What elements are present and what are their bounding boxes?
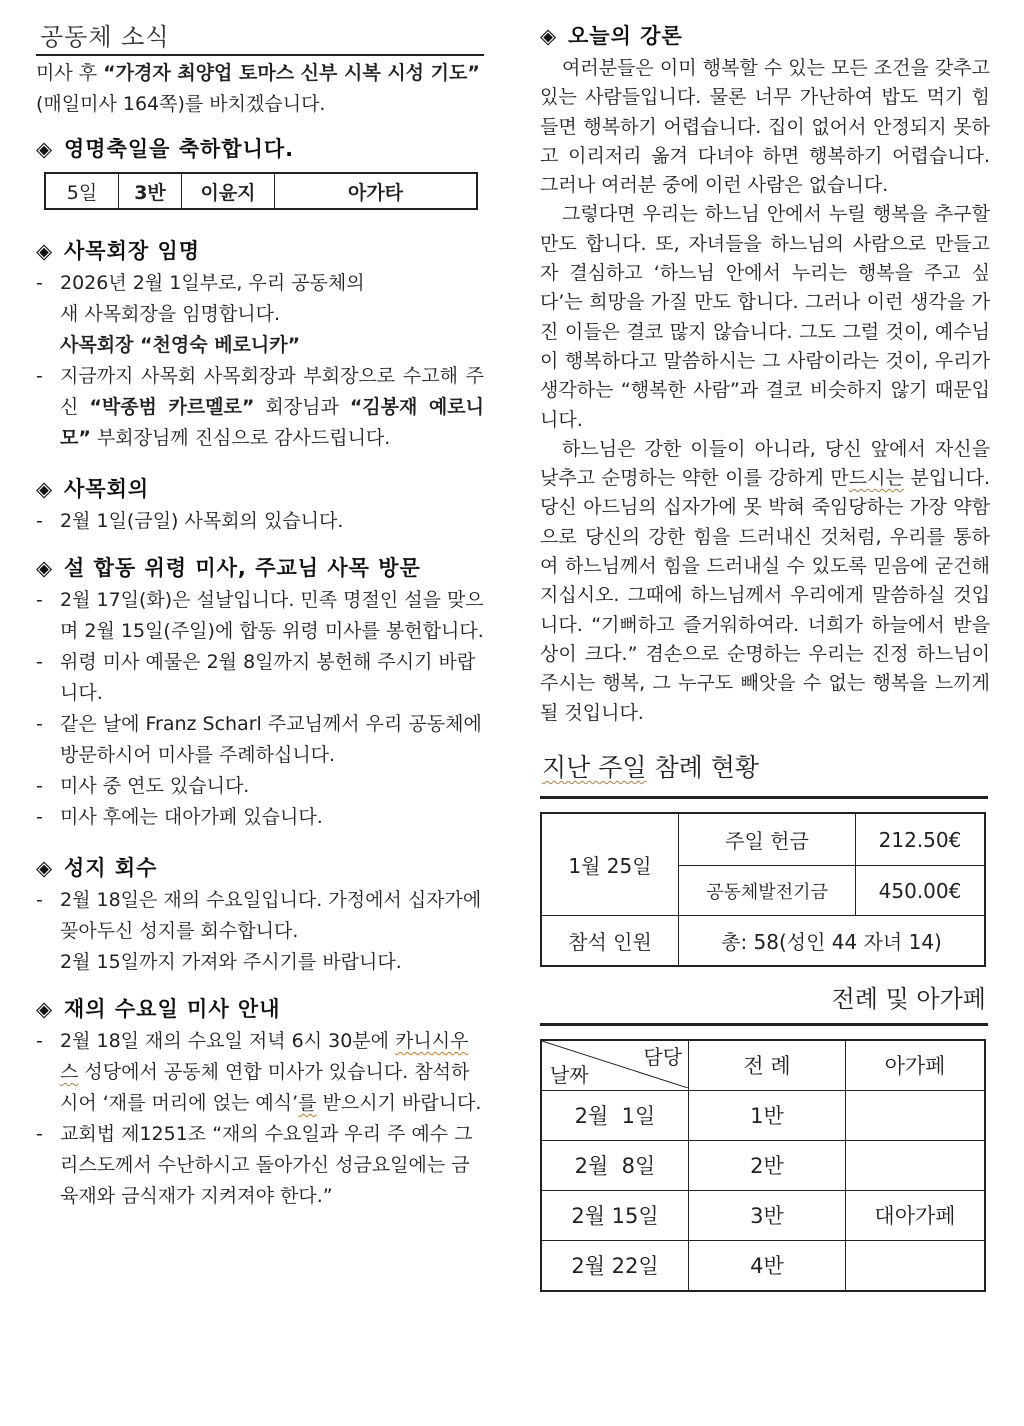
ash-heading bbox=[36, 992, 484, 1026]
table-row bbox=[541, 813, 985, 866]
duty-agape bbox=[846, 1240, 986, 1291]
palms-heading-text: 성지 회수 bbox=[64, 856, 158, 880]
council-heading-text: 사목회장 임명 bbox=[64, 239, 201, 263]
left-column bbox=[36, 20, 484, 1212]
intro-text bbox=[36, 58, 484, 120]
table-row bbox=[541, 1240, 985, 1291]
council-b2-post: 부회장님께 진심으로 감사드립니다. bbox=[90, 427, 391, 449]
list-item bbox=[36, 802, 484, 833]
feast-day: 5일 bbox=[45, 173, 119, 209]
dash-icon: - bbox=[36, 589, 43, 611]
duty-agape bbox=[846, 1090, 986, 1140]
table-row bbox=[541, 1140, 985, 1190]
feast-name: 이윤지 bbox=[182, 173, 275, 209]
homily-p2: 그렇다면 우리는 하느님 안에서 누릴 행복을 추구할 만도 합니다. 또, 자녀들을 하느님의 사람으로 만들고자 결심하고 ‘하느님 안에서 누리는 행복을 주고 싶다’는 희망을 가질 만도 합니다. 그러나 이런 생각을 가진 이들은 결코 많지 않습니다. 그도 그럴 것이, 예수님이 행복하다고 말씀하시는 그 사람이라는 것이, 우리가 생각하는 “행복한 사람”과 결코 비슷하지 않기 때문입니다. bbox=[540, 203, 990, 431]
feast-group: 3반 bbox=[119, 173, 182, 209]
table-row bbox=[541, 916, 985, 966]
homily-p1: 여러분들은 이미 행복할 수 있는 모든 조건을 갖추고 있는 사람들입니다. 물론 너무 가난하여 밥도 먹기 힘들면 행복하기 어렵습니다. 집이 없어서 안정되지 못하고 이리저리 옮겨 다녀야 하면 행복하기 어렵습니다. 그러나 여러분 중에 이런 사람은 없습니다. bbox=[540, 57, 990, 197]
ash-b1-squiggle2: 를 bbox=[298, 1092, 317, 1114]
duty-liturgy: 4반 bbox=[689, 1240, 846, 1291]
list-item bbox=[36, 1119, 484, 1212]
duty-agape bbox=[846, 1140, 986, 1190]
list-item bbox=[36, 585, 484, 647]
duty-liturgy: 1반 bbox=[689, 1090, 846, 1140]
attendance-table bbox=[540, 812, 986, 967]
council-b1-line2: 새 사목회장을 임명합니다. bbox=[60, 303, 281, 325]
duty-date: 2월 22일 bbox=[541, 1240, 689, 1291]
diamond-icon: ◈ bbox=[36, 137, 54, 161]
duty-rule bbox=[540, 1023, 988, 1026]
diamond-icon: ◈ bbox=[36, 239, 54, 263]
community-news-title bbox=[36, 20, 484, 56]
duty-col2: 아가페 bbox=[846, 1040, 986, 1091]
council-b2 bbox=[60, 361, 484, 454]
attendance-r2-value: 450.00€ bbox=[856, 866, 986, 916]
feast-saint: 아가타 bbox=[275, 173, 478, 209]
attendance-title-squiggle: 지난 주일 bbox=[542, 752, 647, 782]
intro-bold: “가경자 최양업 토마스 신부 시복 시성 기도” bbox=[103, 62, 480, 84]
homily-p3-a: 하느님은 강한 이들이 아니라, 당신 앞에서 자신을 낮추고 순명하는 약한 이를 강하게 만 bbox=[540, 437, 990, 490]
diamond-icon: ◈ bbox=[36, 477, 54, 501]
community-news-title-text: 공동체 소식 bbox=[40, 23, 170, 51]
table-row bbox=[541, 1190, 985, 1240]
attendance-r2-label: 공동체발전기금 bbox=[679, 866, 856, 916]
attendance-r3-value: 총: 58(성인 44 자녀 14) bbox=[679, 916, 986, 966]
attendance-r1-label: 주일 헌금 bbox=[679, 813, 856, 866]
duty-date: 2월 1일 bbox=[541, 1090, 689, 1140]
attendance-date: 1월 25일 bbox=[541, 813, 679, 916]
attendance-rule bbox=[540, 796, 988, 799]
dash-icon: - bbox=[36, 510, 43, 532]
council-b2-pre: 지금까지 사목회 사목회장과 부회장으로 수고해 주신 bbox=[60, 365, 484, 418]
attendance-r3-label: 참석 인원 bbox=[541, 916, 679, 966]
lunar-b1: 2월 17일(화)은 설날입니다. 민족 명절인 설을 맞으며 2월 15일(주일)에 합동 위령 미사를 봉헌합니다. bbox=[60, 589, 484, 642]
dash-icon: - bbox=[36, 1030, 43, 1052]
duty-corner bbox=[541, 1040, 689, 1091]
table-row bbox=[541, 1090, 985, 1140]
palms-b1-line3: 2월 15일까지 가져와 주시기를 바랍니다. bbox=[60, 951, 402, 973]
intro-suffix: (매일미사 164쪽)를 바치겠습니다. bbox=[36, 93, 326, 115]
meeting-heading-text: 사목회의 bbox=[64, 477, 150, 501]
ash-b1-c: 받으시기 바랍니다. bbox=[316, 1092, 482, 1114]
council-b1-line1: 2026년 2월 1일부로, 우리 공동체의 bbox=[60, 272, 365, 294]
duty-agape: 대아가페 bbox=[846, 1190, 986, 1240]
lunar-heading bbox=[36, 551, 484, 585]
homily-p3 bbox=[540, 435, 990, 728]
list-item bbox=[36, 709, 484, 771]
diamond-icon: ◈ bbox=[36, 856, 54, 880]
ash-b1-a: 2월 18일 재의 수요일 저녁 6시 30분에 bbox=[60, 1030, 396, 1052]
lunar-b3: 같은 날에 Franz Scharl 주교님께서 우리 공동체에 방문하시어 미사를 주례하십니다. bbox=[60, 713, 482, 766]
council-b2-name2: “김봉재 예로니모” bbox=[60, 396, 484, 449]
duty-liturgy: 2반 bbox=[689, 1140, 846, 1190]
list-item bbox=[36, 647, 484, 709]
diamond-icon: ◈ bbox=[36, 997, 54, 1021]
list-item bbox=[36, 885, 484, 947]
feast-heading-text: 영명축일을 축하합니다. bbox=[64, 137, 295, 161]
list-item bbox=[36, 771, 484, 802]
homily-heading-text: 오늘의 강론 bbox=[568, 24, 683, 48]
table-row bbox=[45, 173, 477, 209]
dash-icon: - bbox=[36, 775, 43, 797]
meeting-b1: 2월 1일(금일) 사목회의 있습니다. bbox=[60, 510, 344, 532]
duty-date: 2월 15일 bbox=[541, 1190, 689, 1240]
list-item bbox=[36, 361, 484, 454]
list-item bbox=[36, 268, 484, 361]
homily-p3-b: 분입니다. 당신 아드님의 십자가에 못 박혀 죽임당하는 가장 약함으로 당신의 강한 힘을 드러내신 것처럼, 우리를 통하여 하느님께서 힘을 드러내실 수 있도록 믿음에 굳건해 지십시오. 그때에 하느님께서 우리에게 말씀하실 것입니다. “기뻐하고 즐거워하여라. 너희가 하늘에서 받을 상이 크다.” 겸손으로 순명하는 우리는 진정 하느님이 주시는 행복, 그 누구도 빼앗을 수 없는 행복을 느끼게 될 것입니다. bbox=[540, 467, 990, 724]
ash-b1-squiggle: 카니시우스 bbox=[60, 1030, 469, 1083]
duty-table bbox=[540, 1039, 986, 1292]
diamond-icon: ◈ bbox=[36, 556, 54, 580]
intro-prefix: 미사 후 bbox=[36, 62, 104, 84]
attendance-r1-value: 212.50€ bbox=[856, 813, 986, 866]
council-b1 bbox=[60, 268, 484, 361]
right-column bbox=[540, 20, 990, 1292]
lunar-b5: 미사 후에는 대아가페 있습니다. bbox=[60, 806, 323, 828]
list-item bbox=[36, 506, 484, 537]
table-row bbox=[541, 1040, 985, 1091]
palms-b1: 2월 18일은 재의 수요일입니다. 가정에서 십자가에 꽂아두신 성지를 회수합니다. bbox=[60, 889, 482, 942]
attendance-title-rest: 참례 현황 bbox=[646, 752, 760, 782]
dash-icon: - bbox=[36, 651, 43, 673]
list-item bbox=[36, 1026, 484, 1119]
lunar-heading-text: 설 합동 위령 미사, 주교님 사목 방문 bbox=[64, 556, 421, 580]
dash-icon: - bbox=[36, 713, 43, 735]
dash-icon: - bbox=[36, 272, 43, 294]
feast-heading bbox=[36, 132, 484, 166]
homily-heading bbox=[540, 20, 990, 52]
ash-heading-text: 재의 수요일 미사 안내 bbox=[64, 997, 281, 1021]
duty-col1: 전 례 bbox=[689, 1040, 846, 1091]
duty-corner-top: 담당 bbox=[643, 1044, 682, 1069]
dash-icon: - bbox=[36, 365, 43, 387]
attendance-title bbox=[540, 750, 990, 786]
lunar-b2: 위령 미사 예물은 2월 8일까지 봉헌해 주시기 바랍니다. bbox=[60, 651, 476, 704]
duty-corner-bottom: 날짜 bbox=[550, 1062, 589, 1087]
duty-date: 2월 8일 bbox=[541, 1140, 689, 1190]
dash-icon: - bbox=[36, 806, 43, 828]
meeting-heading bbox=[36, 472, 484, 506]
council-b2-name1: “박종범 카르멜로” bbox=[89, 396, 255, 418]
palms-heading bbox=[36, 851, 484, 885]
homily-p3-squiggle: 드시는 bbox=[848, 467, 904, 490]
dash-icon: - bbox=[36, 1123, 43, 1145]
dash-icon: - bbox=[36, 889, 43, 911]
council-b2-mid: 회장님과 bbox=[254, 396, 350, 418]
ash-b1 bbox=[60, 1026, 484, 1119]
lunar-b4: 미사 중 연도 있습니다. bbox=[60, 775, 250, 797]
feast-table bbox=[44, 172, 478, 210]
ash-b1-b: 성당에서 공동체 연합 미사가 있습니다. 참석하시어 ‘재를 머리에 얹는 예식’ bbox=[60, 1061, 470, 1114]
duty-liturgy: 3반 bbox=[689, 1190, 846, 1240]
diamond-icon: ◈ bbox=[540, 24, 558, 48]
ash-b2: 교회법 제1251조 “재의 수요일과 우리 주 예수 그리스도께서 수난하시고 돌아가신 성금요일에는 금육재와 금식재가 지켜져야 한다.” bbox=[60, 1123, 473, 1207]
council-heading bbox=[36, 234, 484, 268]
council-president: 사목회장 “천영숙 베로니카” bbox=[60, 334, 301, 356]
duty-title: 전례 및 아가페 bbox=[831, 984, 986, 1013]
